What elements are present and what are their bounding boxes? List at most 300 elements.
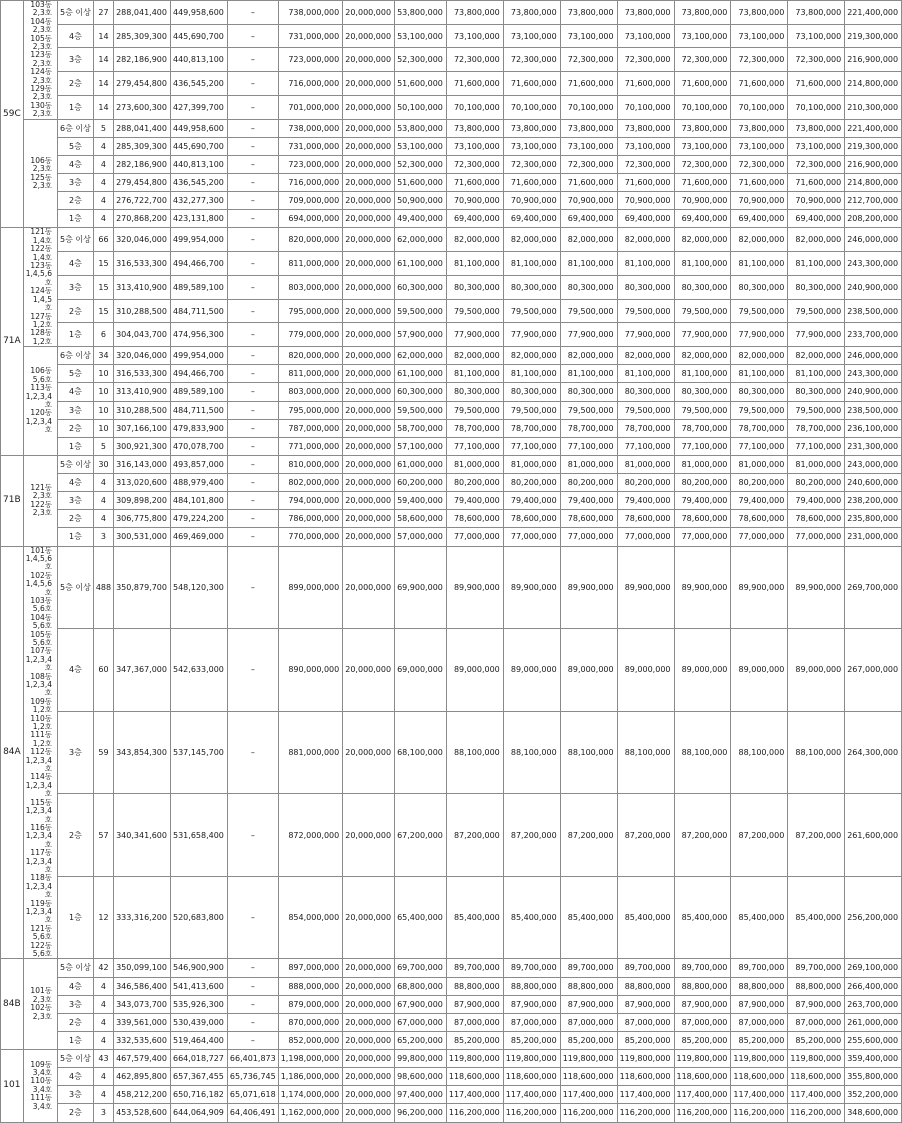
final-balance-cell: 352,200,000 (845, 1086, 902, 1104)
final-balance-cell: 243,300,000 (845, 252, 902, 276)
interim-payment-2-cell: 79,400,000 (503, 492, 560, 510)
interim-payment-3-cell: 79,400,000 (560, 492, 617, 510)
down-payment-balance-cell: 50,900,000 (395, 192, 447, 210)
deposit-cell: 20,000,000 (343, 794, 395, 877)
total-price-cell: 820,000,000 (278, 347, 343, 365)
final-balance-cell: 348,600,000 (845, 1104, 902, 1122)
interim-payment-4-cell: 77,900,000 (617, 323, 674, 347)
building-unit-label: 123동 2,3호 (30, 50, 52, 68)
building-unit-label: 120동 1,2,3,4호 (25, 408, 52, 435)
interim-payment-7-cell: 89,900,000 (788, 546, 845, 629)
building-unit-label: 116동 1,2,3,4호 (25, 822, 52, 849)
unit-type-cell: 59C (1, 1, 24, 228)
interim-payment-6-cell: 81,000,000 (731, 455, 788, 473)
interim-payment-5-cell: 71,600,000 (674, 174, 731, 192)
down-payment-balance-cell: 60,300,000 (395, 383, 447, 401)
interim-payment-6-cell: 80,200,000 (731, 474, 788, 492)
building-unit-label: 110동 3,4호 (30, 1076, 52, 1094)
deposit-cell: 20,000,000 (343, 192, 395, 210)
interim-payment-3-cell: 77,000,000 (560, 528, 617, 546)
land-price-cell: 350,879,700 (114, 546, 171, 629)
land-price-cell: 288,041,400 (114, 1, 171, 25)
table-row (1, 155, 902, 173)
vat-cell: – (227, 528, 278, 546)
interim-payment-2-cell: 87,000,000 (503, 1013, 560, 1031)
vat-cell: 65,736,745 (227, 1068, 278, 1086)
interim-payment-4-cell: 77,000,000 (617, 528, 674, 546)
deposit-cell: 20,000,000 (343, 275, 395, 299)
deposit-cell: 20,000,000 (343, 876, 395, 959)
unit-count-cell: 488 (93, 546, 113, 629)
down-payment-balance-cell: 67,200,000 (395, 794, 447, 877)
floor-cell: 2층 (57, 510, 93, 528)
unit-count-cell: 4 (93, 995, 113, 1013)
deposit-cell: 20,000,000 (343, 959, 395, 977)
interim-payment-5-cell: 79,400,000 (674, 492, 731, 510)
interim-payment-5-cell: 73,100,000 (674, 24, 731, 48)
interim-payment-2-cell: 81,100,000 (503, 252, 560, 276)
down-payment-balance-cell: 65,200,000 (395, 1031, 447, 1049)
interim-payment-1-cell: 85,200,000 (446, 1031, 503, 1049)
interim-payment-1-cell: 89,000,000 (446, 629, 503, 712)
table-row (1, 137, 902, 155)
deposit-cell: 20,000,000 (343, 347, 395, 365)
unit-count-cell: 6 (93, 323, 113, 347)
interim-payment-3-cell: 80,200,000 (560, 474, 617, 492)
table-row (1, 995, 902, 1013)
total-price-cell: 738,000,000 (278, 119, 343, 137)
deposit-cell: 20,000,000 (343, 383, 395, 401)
interim-payment-4-cell: 70,900,000 (617, 192, 674, 210)
deposit-cell: 20,000,000 (343, 1050, 395, 1068)
interim-payment-4-cell: 79,400,000 (617, 492, 674, 510)
deposit-cell: 20,000,000 (343, 629, 395, 712)
interim-payment-5-cell: 73,100,000 (674, 137, 731, 155)
vat-cell: 66,401,873 (227, 1050, 278, 1068)
building-price-cell: 445,690,700 (171, 137, 228, 155)
land-price-cell: 453,528,600 (114, 1104, 171, 1122)
final-balance-cell: 269,700,000 (845, 546, 902, 629)
unit-count-cell: 14 (93, 48, 113, 72)
total-price-cell: 771,000,000 (278, 437, 343, 455)
land-price-cell: 282,186,900 (114, 48, 171, 72)
building-unit-label: 102동 1,4,5,6호 (25, 570, 52, 597)
interim-payment-7-cell: 80,200,000 (788, 474, 845, 492)
unit-count-cell: 57 (93, 794, 113, 877)
final-balance-cell: 221,400,000 (845, 119, 902, 137)
building-price-cell: 530,439,000 (171, 1013, 228, 1031)
deposit-cell: 20,000,000 (343, 455, 395, 473)
interim-payment-1-cell: 87,000,000 (446, 1013, 503, 1031)
interim-payment-6-cell: 82,000,000 (731, 228, 788, 252)
vat-cell: – (227, 192, 278, 210)
interim-payment-1-cell: 82,000,000 (446, 347, 503, 365)
final-balance-cell: 240,900,000 (845, 383, 902, 401)
unit-count-cell: 4 (93, 510, 113, 528)
interim-payment-5-cell: 89,900,000 (674, 546, 731, 629)
interim-payment-5-cell: 77,000,000 (674, 528, 731, 546)
interim-payment-3-cell: 73,800,000 (560, 1, 617, 25)
interim-payment-7-cell: 79,400,000 (788, 492, 845, 510)
building-unit-label: 124동 2,3호 (30, 67, 52, 85)
vat-cell: – (227, 323, 278, 347)
interim-payment-4-cell: 89,900,000 (617, 546, 674, 629)
interim-payment-2-cell: 119,800,000 (503, 1050, 560, 1068)
deposit-cell: 20,000,000 (343, 528, 395, 546)
interim-payment-5-cell: 85,200,000 (674, 1031, 731, 1049)
building-unit-label: 105동 2,3호 (30, 33, 52, 52)
land-price-cell: 320,046,000 (114, 347, 171, 365)
interim-payment-5-cell: 73,800,000 (674, 119, 731, 137)
building-unit-label: 124동 1,4,5호 (30, 286, 52, 313)
interim-payment-2-cell: 118,600,000 (503, 1068, 560, 1086)
final-balance-cell: 219,300,000 (845, 137, 902, 155)
final-balance-cell: 255,600,000 (845, 1031, 902, 1049)
final-balance-cell: 216,900,000 (845, 155, 902, 173)
deposit-cell: 20,000,000 (343, 365, 395, 383)
floor-cell: 2층 (57, 192, 93, 210)
vat-cell: – (227, 155, 278, 173)
unit-count-cell: 12 (93, 876, 113, 959)
table-row (1, 1104, 902, 1122)
building-price-cell: 664,018,727 (171, 1050, 228, 1068)
interim-payment-5-cell: 77,100,000 (674, 437, 731, 455)
table-row (1, 275, 902, 299)
table-row (1, 474, 902, 492)
building-unit-label: 112동 1,2,3,4호 (25, 747, 52, 774)
building-price-cell: 432,277,300 (171, 192, 228, 210)
interim-payment-4-cell: 117,400,000 (617, 1086, 674, 1104)
deposit-cell: 20,000,000 (343, 995, 395, 1013)
interim-payment-5-cell: 77,900,000 (674, 323, 731, 347)
interim-payment-7-cell: 117,400,000 (788, 1086, 845, 1104)
total-price-cell: 731,000,000 (278, 137, 343, 155)
interim-payment-2-cell: 116,200,000 (503, 1104, 560, 1122)
down-payment-balance-cell: 60,200,000 (395, 474, 447, 492)
interim-payment-3-cell: 88,800,000 (560, 977, 617, 995)
down-payment-balance-cell: 53,100,000 (395, 137, 447, 155)
interim-payment-1-cell: 73,100,000 (446, 137, 503, 155)
vat-cell: – (227, 24, 278, 48)
unit-type-cell: 84A (1, 546, 24, 959)
interim-payment-7-cell: 73,800,000 (788, 119, 845, 137)
interim-payment-3-cell: 87,200,000 (560, 794, 617, 877)
interim-payment-2-cell: 79,500,000 (503, 299, 560, 323)
total-price-cell: 701,000,000 (278, 95, 343, 119)
land-price-cell: 285,309,300 (114, 137, 171, 155)
interim-payment-4-cell: 89,700,000 (617, 959, 674, 977)
floor-cell: 4층 (57, 1068, 93, 1086)
building-list-cell (23, 1, 57, 120)
interim-payment-7-cell: 82,000,000 (788, 347, 845, 365)
interim-payment-7-cell: 70,100,000 (788, 95, 845, 119)
deposit-cell: 20,000,000 (343, 119, 395, 137)
unit-count-cell: 5 (93, 119, 113, 137)
interim-payment-7-cell: 69,400,000 (788, 210, 845, 228)
floor-cell: 5층 이상 (57, 455, 93, 473)
building-price-cell: 489,589,100 (171, 383, 228, 401)
interim-payment-6-cell: 72,300,000 (731, 155, 788, 173)
interim-payment-1-cell: 117,400,000 (446, 1086, 503, 1104)
interim-payment-5-cell: 81,000,000 (674, 455, 731, 473)
land-price-cell: 343,073,700 (114, 995, 171, 1013)
building-unit-label: 110동 1,2호 (30, 713, 52, 732)
interim-payment-3-cell: 73,800,000 (560, 119, 617, 137)
interim-payment-2-cell: 73,100,000 (503, 137, 560, 155)
final-balance-cell: 246,000,000 (845, 228, 902, 252)
unit-count-cell: 30 (93, 455, 113, 473)
interim-payment-5-cell: 87,900,000 (674, 995, 731, 1013)
building-unit-label: 114동 1,2,3,4호 (25, 772, 52, 799)
interim-payment-3-cell: 89,000,000 (560, 629, 617, 712)
final-balance-cell: 246,000,000 (845, 347, 902, 365)
interim-payment-2-cell: 85,200,000 (503, 1031, 560, 1049)
interim-payment-3-cell: 89,700,000 (560, 959, 617, 977)
deposit-cell: 20,000,000 (343, 1, 395, 25)
down-payment-balance-cell: 59,500,000 (395, 299, 447, 323)
final-balance-cell: 235,800,000 (845, 510, 902, 528)
building-list-cell (23, 1050, 57, 1123)
unit-type-cell: 84B (1, 959, 24, 1050)
interim-payment-4-cell: 80,300,000 (617, 275, 674, 299)
floor-cell: 3층 (57, 711, 93, 794)
interim-payment-5-cell: 72,300,000 (674, 48, 731, 72)
building-price-cell: 479,224,200 (171, 510, 228, 528)
interim-payment-3-cell: 71,600,000 (560, 72, 617, 96)
building-unit-label: 107동 1,2,3,4호 (25, 646, 52, 673)
land-price-cell: 310,288,500 (114, 299, 171, 323)
interim-payment-7-cell: 88,100,000 (788, 711, 845, 794)
table-row (1, 1013, 902, 1031)
interim-payment-7-cell: 79,500,000 (788, 401, 845, 419)
interim-payment-4-cell: 85,200,000 (617, 1031, 674, 1049)
interim-payment-1-cell: 71,600,000 (446, 174, 503, 192)
interim-payment-1-cell: 80,300,000 (446, 383, 503, 401)
table-row (1, 119, 902, 137)
interim-payment-1-cell: 82,000,000 (446, 228, 503, 252)
interim-payment-1-cell: 80,200,000 (446, 474, 503, 492)
interim-payment-5-cell: 116,200,000 (674, 1104, 731, 1122)
interim-payment-2-cell: 89,000,000 (503, 629, 560, 712)
interim-payment-4-cell: 88,100,000 (617, 711, 674, 794)
unit-count-cell: 10 (93, 383, 113, 401)
unit-count-cell: 4 (93, 474, 113, 492)
deposit-cell: 20,000,000 (343, 252, 395, 276)
down-payment-balance-cell: 69,700,000 (395, 959, 447, 977)
building-price-cell: 542,633,000 (171, 629, 228, 712)
interim-payment-7-cell: 85,200,000 (788, 1031, 845, 1049)
vat-cell: – (227, 401, 278, 419)
down-payment-balance-cell: 60,300,000 (395, 275, 447, 299)
interim-payment-5-cell: 117,400,000 (674, 1086, 731, 1104)
table-row (1, 252, 902, 276)
interim-payment-1-cell: 116,200,000 (446, 1104, 503, 1122)
interim-payment-1-cell: 79,500,000 (446, 401, 503, 419)
interim-payment-3-cell: 80,300,000 (560, 275, 617, 299)
interim-payment-1-cell: 89,900,000 (446, 546, 503, 629)
down-payment-balance-cell: 58,700,000 (395, 419, 447, 437)
interim-payment-7-cell: 72,300,000 (788, 155, 845, 173)
interim-payment-3-cell: 79,500,000 (560, 299, 617, 323)
down-payment-balance-cell: 51,600,000 (395, 174, 447, 192)
down-payment-balance-cell: 67,000,000 (395, 1013, 447, 1031)
final-balance-cell: 238,500,000 (845, 401, 902, 419)
interim-payment-4-cell: 87,900,000 (617, 995, 674, 1013)
total-price-cell: 854,000,000 (278, 876, 343, 959)
table-row (1, 347, 902, 365)
total-price-cell: 795,000,000 (278, 401, 343, 419)
interim-payment-5-cell: 81,100,000 (674, 365, 731, 383)
interim-payment-6-cell: 69,400,000 (731, 210, 788, 228)
building-price-cell: 449,958,600 (171, 1, 228, 25)
table-row (1, 794, 902, 877)
interim-payment-1-cell: 78,700,000 (446, 419, 503, 437)
down-payment-balance-cell: 96,200,000 (395, 1104, 447, 1122)
interim-payment-1-cell: 73,800,000 (446, 119, 503, 137)
table-row (1, 528, 902, 546)
deposit-cell: 20,000,000 (343, 210, 395, 228)
interim-payment-5-cell: 71,600,000 (674, 72, 731, 96)
land-price-cell: 306,775,800 (114, 510, 171, 528)
interim-payment-7-cell: 73,100,000 (788, 137, 845, 155)
building-unit-label: 102동 2,3호 (30, 1003, 52, 1021)
interim-payment-4-cell: 73,100,000 (617, 137, 674, 155)
interim-payment-6-cell: 81,100,000 (731, 252, 788, 276)
interim-payment-4-cell: 79,500,000 (617, 401, 674, 419)
table-row (1, 492, 902, 510)
interim-payment-1-cell: 81,000,000 (446, 455, 503, 473)
building-price-cell: 519,464,400 (171, 1031, 228, 1049)
interim-payment-2-cell: 87,900,000 (503, 995, 560, 1013)
interim-payment-3-cell: 82,000,000 (560, 347, 617, 365)
final-balance-cell: 214,800,000 (845, 72, 902, 96)
interim-payment-4-cell: 71,600,000 (617, 72, 674, 96)
unit-count-cell: 15 (93, 275, 113, 299)
unit-count-cell: 4 (93, 155, 113, 173)
deposit-cell: 20,000,000 (343, 228, 395, 252)
table-row (1, 959, 902, 977)
interim-payment-7-cell: 79,500,000 (788, 299, 845, 323)
final-balance-cell: 214,800,000 (845, 174, 902, 192)
table-row (1, 977, 902, 995)
interim-payment-5-cell: 89,700,000 (674, 959, 731, 977)
interim-payment-5-cell: 87,000,000 (674, 1013, 731, 1031)
vat-cell: – (227, 119, 278, 137)
interim-payment-2-cell: 80,300,000 (503, 275, 560, 299)
vat-cell: – (227, 510, 278, 528)
final-balance-cell: 264,300,000 (845, 711, 902, 794)
building-price-cell: 445,690,700 (171, 24, 228, 48)
floor-cell: 1층 (57, 210, 93, 228)
land-price-cell: 347,367,000 (114, 629, 171, 712)
building-price-cell: 423,131,800 (171, 210, 228, 228)
floor-cell: 4층 (57, 252, 93, 276)
interim-payment-2-cell: 89,900,000 (503, 546, 560, 629)
interim-payment-2-cell: 117,400,000 (503, 1086, 560, 1104)
interim-payment-6-cell: 77,100,000 (731, 437, 788, 455)
building-price-cell: 474,956,300 (171, 323, 228, 347)
down-payment-balance-cell: 69,000,000 (395, 629, 447, 712)
interim-payment-6-cell: 119,800,000 (731, 1050, 788, 1068)
vat-cell: – (227, 48, 278, 72)
interim-payment-5-cell: 82,000,000 (674, 347, 731, 365)
interim-payment-6-cell: 73,800,000 (731, 1, 788, 25)
interim-payment-2-cell: 71,600,000 (503, 72, 560, 96)
unit-type-cell: 71A (1, 228, 24, 455)
interim-payment-7-cell: 85,400,000 (788, 876, 845, 959)
total-price-cell: 694,000,000 (278, 210, 343, 228)
land-price-cell: 300,921,300 (114, 437, 171, 455)
interim-payment-7-cell: 87,900,000 (788, 995, 845, 1013)
building-price-cell: 484,711,500 (171, 401, 228, 419)
interim-payment-3-cell: 81,100,000 (560, 252, 617, 276)
building-price-cell: 436,545,200 (171, 72, 228, 96)
interim-payment-1-cell: 77,000,000 (446, 528, 503, 546)
building-unit-label: 127동 1,2호 (30, 311, 52, 329)
vat-cell: – (227, 95, 278, 119)
interim-payment-7-cell: 87,200,000 (788, 794, 845, 877)
deposit-cell: 20,000,000 (343, 24, 395, 48)
interim-payment-2-cell: 73,800,000 (503, 119, 560, 137)
interim-payment-5-cell: 85,400,000 (674, 876, 731, 959)
final-balance-cell: 263,700,000 (845, 995, 902, 1013)
total-price-cell: 723,000,000 (278, 155, 343, 173)
building-price-cell: 657,367,455 (171, 1068, 228, 1086)
table-row (1, 629, 902, 712)
table-row (1, 455, 902, 473)
interim-payment-5-cell: 80,300,000 (674, 383, 731, 401)
final-balance-cell: 269,100,000 (845, 959, 902, 977)
deposit-cell: 20,000,000 (343, 419, 395, 437)
building-price-cell: 548,120,300 (171, 546, 228, 629)
building-unit-label: 119동 1,2,3,4호 (25, 898, 52, 925)
land-price-cell: 300,531,000 (114, 528, 171, 546)
vat-cell: – (227, 365, 278, 383)
final-balance-cell: 267,000,000 (845, 629, 902, 712)
final-balance-cell: 240,900,000 (845, 275, 902, 299)
building-list-cell (23, 959, 57, 1050)
interim-payment-5-cell: 73,800,000 (674, 1, 731, 25)
land-price-cell: 276,722,700 (114, 192, 171, 210)
interim-payment-5-cell: 88,800,000 (674, 977, 731, 995)
floor-cell: 4층 (57, 383, 93, 401)
final-balance-cell: 236,100,000 (845, 419, 902, 437)
interim-payment-3-cell: 88,100,000 (560, 711, 617, 794)
interim-payment-6-cell: 89,900,000 (731, 546, 788, 629)
interim-payment-2-cell: 80,300,000 (503, 383, 560, 401)
down-payment-balance-cell: 53,800,000 (395, 119, 447, 137)
interim-payment-7-cell: 88,800,000 (788, 977, 845, 995)
floor-cell: 5층 이상 (57, 1050, 93, 1068)
interim-payment-6-cell: 116,200,000 (731, 1104, 788, 1122)
interim-payment-6-cell: 82,000,000 (731, 347, 788, 365)
floor-cell: 2층 (57, 1013, 93, 1031)
total-price-cell: 890,000,000 (278, 629, 343, 712)
final-balance-cell: 266,400,000 (845, 977, 902, 995)
unit-count-cell: 34 (93, 347, 113, 365)
interim-payment-2-cell: 88,100,000 (503, 711, 560, 794)
building-price-cell: 479,833,900 (171, 419, 228, 437)
final-balance-cell: 221,400,000 (845, 1, 902, 25)
floor-cell: 3층 (57, 401, 93, 419)
building-unit-label: 123동 1,4,5,6호 (25, 261, 52, 287)
building-price-cell: 470,078,700 (171, 437, 228, 455)
unit-count-cell: 10 (93, 419, 113, 437)
floor-cell: 5층 (57, 137, 93, 155)
interim-payment-2-cell: 72,300,000 (503, 155, 560, 173)
interim-payment-7-cell: 116,200,000 (788, 1104, 845, 1122)
down-payment-balance-cell: 57,000,000 (395, 528, 447, 546)
